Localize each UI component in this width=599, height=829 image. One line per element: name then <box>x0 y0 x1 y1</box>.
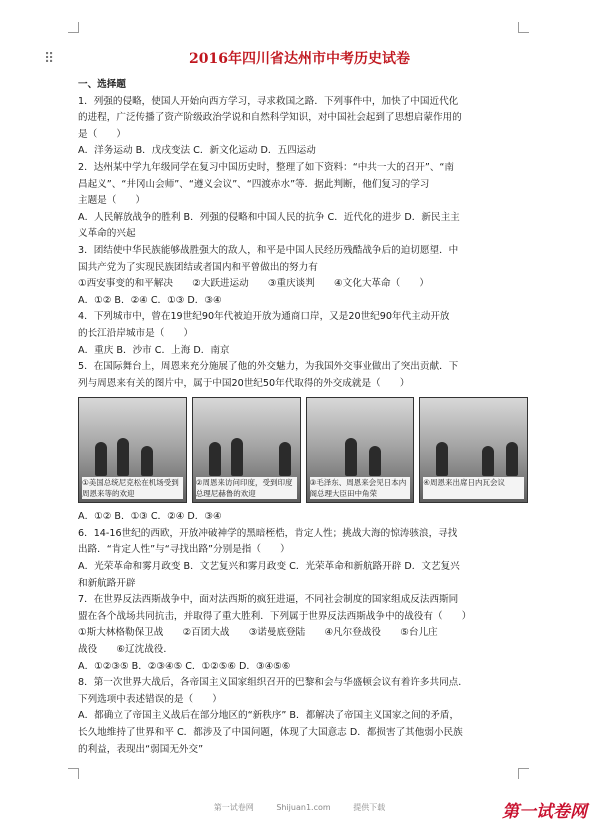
text-line: A．①②③⑤ B．②③④⑤ C．①②⑤⑥ D．③④⑤⑥ <box>78 660 291 672</box>
text-line: 盟在各个战场共同抗击，并取得了重大胜利．下列属于世界反法西斯战争中的战役有（ ） <box>78 610 472 622</box>
text-line: A．①② B．②④ C．①③ D．③④ <box>78 294 222 306</box>
text-line: 7．在世界反法西斯战争中，面对法西斯的疯狂进逼，不同社会制度的国家组成反法西斯同 <box>78 594 459 606</box>
text-line: 4．下列城市中，曾在19世纪90年代被迫开放为通商口岸，又是20世纪90年代主动开放 <box>78 311 450 323</box>
text-line: 1．列强的侵略，使国人开始向西方学习，寻求救国之路．下列事件中，加快了中国近代化 <box>78 95 459 107</box>
text-line: 6．14-16世纪的西欧，开放冲破神学的黑暗桎梏，肯定人性；挑战大海的惊涛骇浪，寻找 <box>78 527 458 539</box>
exam-content <box>78 77 528 758</box>
figure-shape <box>95 442 107 476</box>
text-line: 和新航路开辟 <box>78 577 136 589</box>
text-line: 2．达州某中学九年级同学在复习中国历史时，整理了如下资料：“中共一大的召开”、“南 <box>78 161 454 173</box>
text-line: ①西安事变的和平解决 ②大跃进运动 ③重庆谈判 ④文化大革命（ ） <box>78 278 429 290</box>
photo-2 <box>192 397 301 503</box>
figure-shape <box>345 438 357 476</box>
photo-3 <box>306 397 415 503</box>
crop-mark-bottom-right <box>518 768 529 779</box>
question-block-5-8 <box>78 509 528 758</box>
crop-mark-bottom-left <box>68 768 79 779</box>
figure-shape <box>506 442 518 476</box>
section-heading: 一、选择题 <box>78 79 126 90</box>
photo-caption: ②周恩来访问印度，受到印度总理尼赫鲁的欢迎 <box>196 477 297 499</box>
text-line: 8．第一次世界大战后，各帝国主义国家组织召开的巴黎和会与华盛顿会议有着许多共同点． <box>78 677 468 689</box>
photo-strip <box>78 397 528 503</box>
text-line: A．①② B．①③ C．②④ D．③④ <box>78 511 222 523</box>
figure-shape <box>369 446 381 476</box>
text-line: A．重庆 B．沙市 C．上海 D．南京 <box>78 344 230 356</box>
question-block-1-5 <box>78 94 528 393</box>
text-line: 3．团结使中华民族能够战胜强大的敌人，和平是中国人民经历残酷战争后的迫切愿望．中 <box>78 244 459 256</box>
photo-4 <box>419 397 528 503</box>
figure-shape <box>209 442 221 476</box>
page-title: 2016年四川省达州市中考历史试卷 <box>189 51 410 67</box>
figure-shape <box>231 438 243 476</box>
text-line: 长久地维持了世界和平 C．都涉及了中国问题，体现了大国意志 D．都损害了其他弱小民族 <box>78 727 463 738</box>
text-line: 义革命的兴起 <box>78 228 136 240</box>
text-line: 是（ ） <box>78 128 126 140</box>
text-line: 战役 ⑥辽沈战役． <box>78 644 173 656</box>
crop-mark-top-right <box>518 22 529 33</box>
text-line: 列与周恩来有关的图片中，属于中国20世纪50年代取得的外交成就是（ ） <box>78 377 410 389</box>
text-line: 国共产党为了实现民族团结或者国内和平曾做出的努力有 <box>78 261 318 273</box>
text-line: A．洋务运动 B．戊戌变法 C．新文化运动 D．五四运动 <box>78 145 316 157</box>
figure-shape <box>482 446 494 476</box>
figure-shape <box>141 446 153 476</box>
drag-handle-icon[interactable]: ⠿ <box>44 51 55 67</box>
text-line: 的进程，广泛传播了资产阶级政治学说和自然科学知识，对中国社会起到了思想启蒙作用的 <box>78 112 462 124</box>
text-line: 主题是（ ） <box>78 195 146 207</box>
text-line: 出路．“肯定人性”与“寻找出路”分别是指（ ） <box>78 544 290 556</box>
photo-caption: ④周恩来出席日内瓦会议 <box>423 477 524 499</box>
text-line: A．人民解放战争的胜利 B．列强的侵略和中国人民的抗争 C．近代化的进步 D．新民主主 <box>78 211 460 223</box>
text-line: 下列选项中表述错误的是（ ） <box>78 693 222 705</box>
figure-shape <box>436 442 448 476</box>
text-line: ①斯大林格勒保卫战 ②百团大战 ③诺曼底登陆 ④凡尔登战役 ⑤台儿庄 <box>78 627 438 639</box>
text-line: 的利益，表现出“弱国无外交” <box>78 743 204 755</box>
text-line: 的长江沿岸城市是（ ） <box>78 327 194 339</box>
text-line: A．都确立了帝国主义战后在部分地区的“新秩序” B．都解决了帝国主义国家之间的矛盾， <box>78 710 460 722</box>
crop-mark-top-left <box>68 22 79 33</box>
photo-1 <box>78 397 187 503</box>
footer-download: 提供下载 <box>353 803 386 812</box>
footer-url: Shijuan1.com <box>276 803 331 812</box>
photo-caption: ①美国总统尼克松在机场受到周恩来等的欢迎 <box>82 477 183 499</box>
footer-site-name: 第一试卷网 <box>213 803 254 812</box>
figure-shape <box>279 442 291 476</box>
photo-caption: ③毛泽东、周恩来会见日本内阁总理大臣田中角荣 <box>310 477 411 499</box>
text-line: 5．在国际舞台上，周恩来充分施展了他的外交魅力，为我国外交事业做出了突出贡献．下 <box>78 361 459 373</box>
brand-watermark: 第一试卷网 <box>502 802 587 822</box>
text-line: 昌起义”、“井冈山会师”、“遵义会议”、“四渡赤水”等．据此判断，他们复习的学习 <box>78 178 430 190</box>
figure-shape <box>117 438 129 476</box>
text-line: A．光荣革命和雾月政变 B．文艺复兴和雾月政变 C．光荣革命和新航路开辟 D．文艺复兴 <box>78 561 460 573</box>
